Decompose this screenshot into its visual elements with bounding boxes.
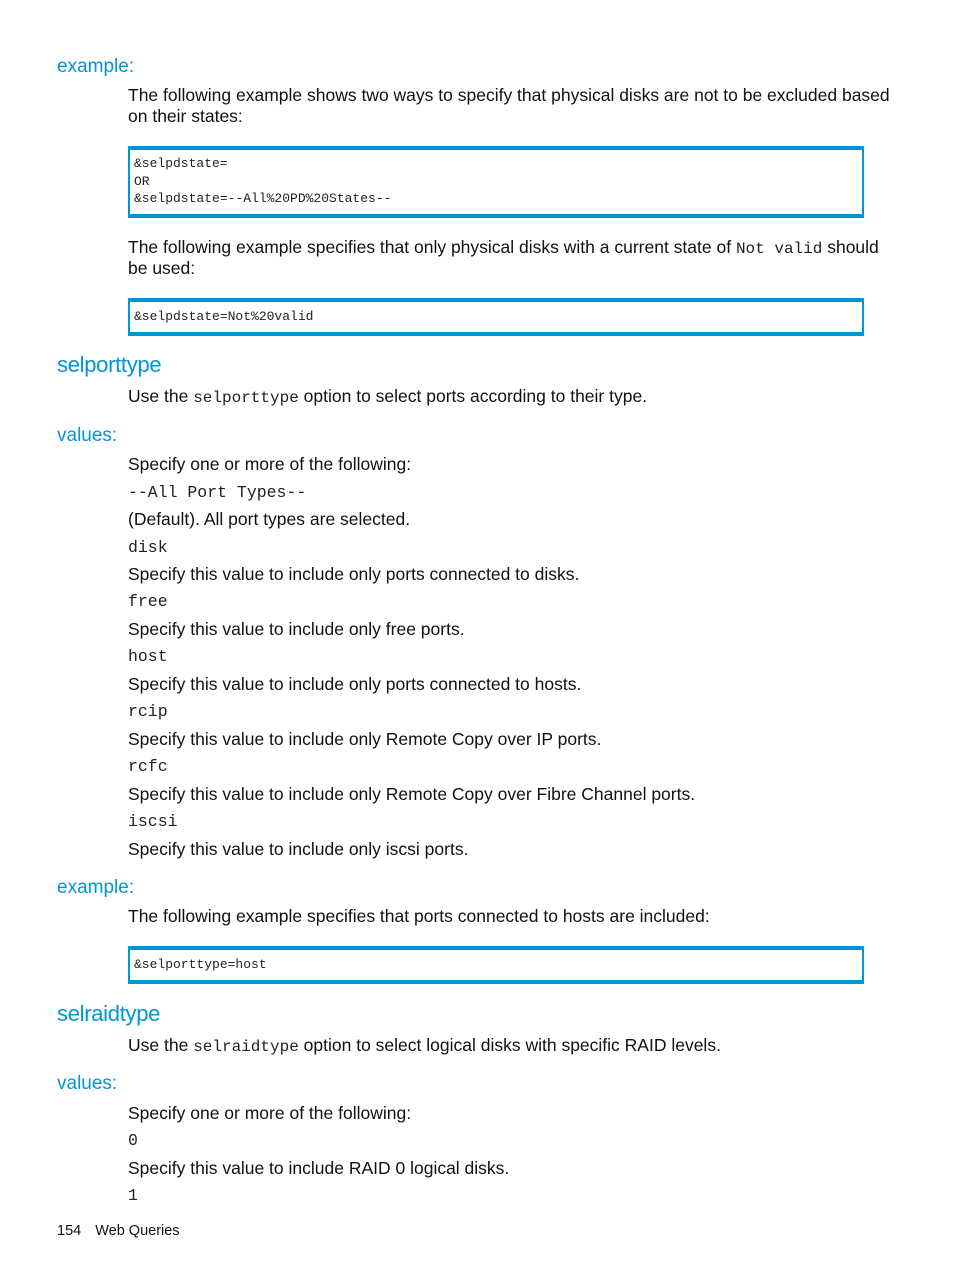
paragraph: Use the selraidtype option to select logical disks with specific RAID levels. — [128, 1035, 721, 1056]
value-description: Specify this value to include only ports connected to hosts. — [128, 674, 582, 694]
value-term: disk — [128, 538, 168, 557]
value-term: 0 — [128, 1131, 138, 1150]
value-term: free — [128, 592, 168, 611]
value-term: 1 — [128, 1186, 138, 1205]
example-heading: example: — [57, 56, 135, 77]
paragraph: The following example shows two ways to specify that physical disks are not to be excluded based — [128, 85, 890, 105]
values-heading: values: — [57, 1073, 118, 1094]
code-block — [128, 146, 864, 218]
code-line: &selporttype=host — [134, 957, 267, 972]
value-term: rcip — [128, 702, 168, 721]
value-description: Specify this value to include RAID 0 logical disks. — [128, 1158, 510, 1178]
inline-code: selporttype — [193, 389, 299, 407]
value-description: Specify this value to include only Remote Copy over Fibre Channel ports. — [128, 784, 696, 804]
code-line: &selpdstate= — [134, 156, 228, 171]
value-term: --All Port Types-- — [128, 483, 307, 502]
value-description: Specify this value to include only free ports. — [128, 619, 465, 639]
inline-code: selraidtype — [193, 1038, 299, 1056]
value-term: iscsi — [128, 812, 178, 831]
page-footer — [57, 1223, 180, 1239]
inline-code: Not valid — [735, 240, 823, 258]
value-term: host — [128, 647, 168, 666]
values-heading: values: — [57, 425, 118, 446]
code-line: &selpdstate=--All%20PD%20States-- — [134, 191, 392, 206]
value-description: Specify this value to include only iscsi ports. — [128, 839, 469, 859]
code-block — [128, 946, 864, 984]
footer-section-title: Web Queries — [95, 1223, 180, 1239]
value-term: rcfc — [128, 757, 168, 776]
paragraph: The following example specifies that ports connected to hosts are included: — [128, 906, 710, 926]
code-block — [128, 298, 864, 336]
paragraph: on their states: — [128, 106, 243, 126]
paragraph: Specify one or more of the following: — [128, 454, 412, 474]
code-line: &selpdstate=Not%20valid — [134, 309, 314, 324]
paragraph: The following example specifies that only physical disks with a current state of Not valid should — [128, 237, 879, 258]
value-description: (Default). All port types are selected. — [128, 509, 411, 529]
section-title: selporttype — [57, 352, 162, 377]
value-description: Specify this value to include only ports connected to disks. — [128, 564, 580, 584]
value-description: Specify this value to include only Remote Copy over IP ports. — [128, 729, 602, 749]
paragraph: Specify one or more of the following: — [128, 1103, 412, 1123]
paragraph: Use the selporttype option to select ports according to their type. — [128, 386, 648, 407]
paragraph: be used: — [128, 258, 196, 278]
section-title: selraidtype — [57, 1001, 161, 1026]
code-line: OR — [134, 173, 150, 189]
page-number: 154 — [57, 1223, 82, 1239]
example-heading: example: — [57, 877, 135, 898]
